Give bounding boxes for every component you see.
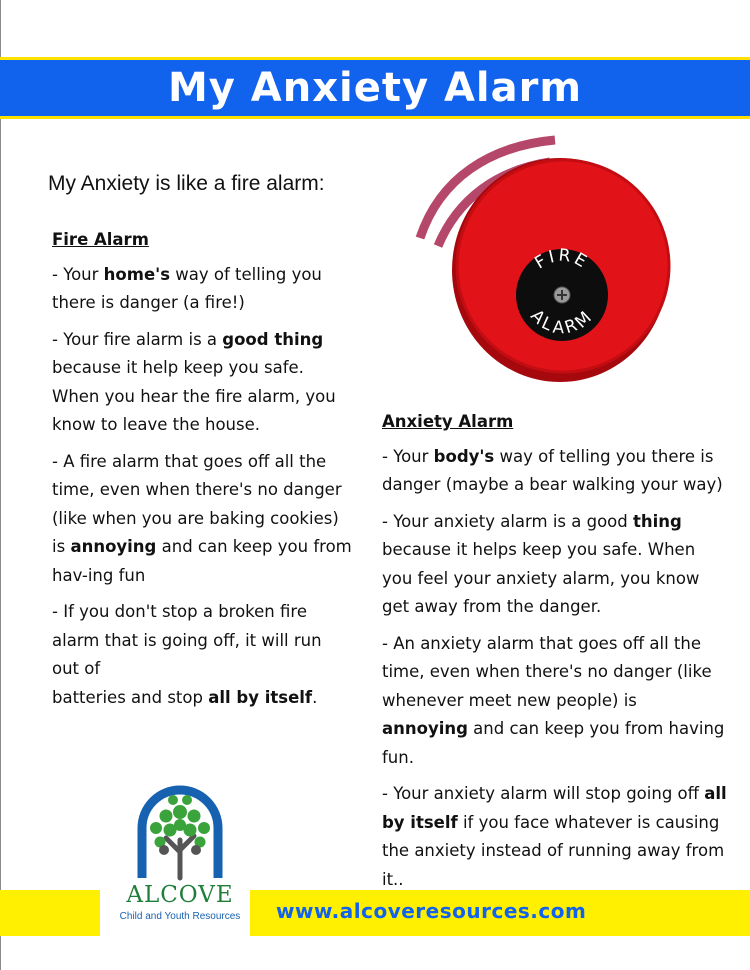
fire-alarm-heading: Fire Alarm <box>52 230 149 249</box>
website-link[interactable]: www.alcoveresources.com <box>276 899 587 923</box>
anxiety-alarm-point-1: - Your body's way of telling you there is danger (maybe a bear walking your way) <box>382 446 723 494</box>
anxiety-alarm-section <box>382 408 727 902</box>
logo-tagline: Child and Youth Resources <box>119 911 241 922</box>
title-banner <box>0 57 750 119</box>
fire-alarm-point-4: - If you don't stop a broken fire alarm that is going off, it will run out of batteries and stop all by itself. <box>52 602 322 707</box>
page-title: My Anxiety Alarm <box>167 65 583 111</box>
anxiety-alarm-point-4: - Your anxiety alarm will stop going off all by itself if you face whatever is causing the anxiety instead of running away from it.. <box>382 784 727 889</box>
anxiety-alarm-heading: Anxiety Alarm <box>382 412 514 431</box>
fire-alarm-point-3: - A fire alarm that goes off all the time, even when there's no danger (like when you are baking cookies) is annoying and can keep you from hav-ing fun <box>52 451 352 585</box>
fire-alarm-bell-illustration <box>400 128 700 408</box>
tree-arch-icon <box>110 778 250 882</box>
fire-alarm-point-1: - Your home's way of telling you there is danger (a fire!) <box>52 264 322 312</box>
intro-text: My Anxiety is like a fire alarm: <box>48 172 325 195</box>
page-edge-rule <box>0 0 1 970</box>
alarm-label-top: FIRE <box>531 245 593 274</box>
logo-brand-name: ALCOVE <box>126 882 234 908</box>
anxiety-alarm-point-3: - An anxiety alarm that goes off all the time, even when there's no danger (like whenever meet new people) is annoying and can keep you from having fun. <box>382 633 725 767</box>
anxiety-alarm-point-2: - Your anxiety alarm is a good thing because it helps keep you safe. When you feel your anxiety alarm, you know get away from the danger. <box>382 511 700 616</box>
fire-alarm-point-2: - Your fire alarm is a good thing because it help keep you safe. When you hear the fire alarm, you know to leave the house. <box>52 329 336 434</box>
alcove-logo <box>110 778 250 928</box>
alarm-label-bottom: ALARM <box>526 305 598 339</box>
fire-alarm-section <box>52 226 352 720</box>
